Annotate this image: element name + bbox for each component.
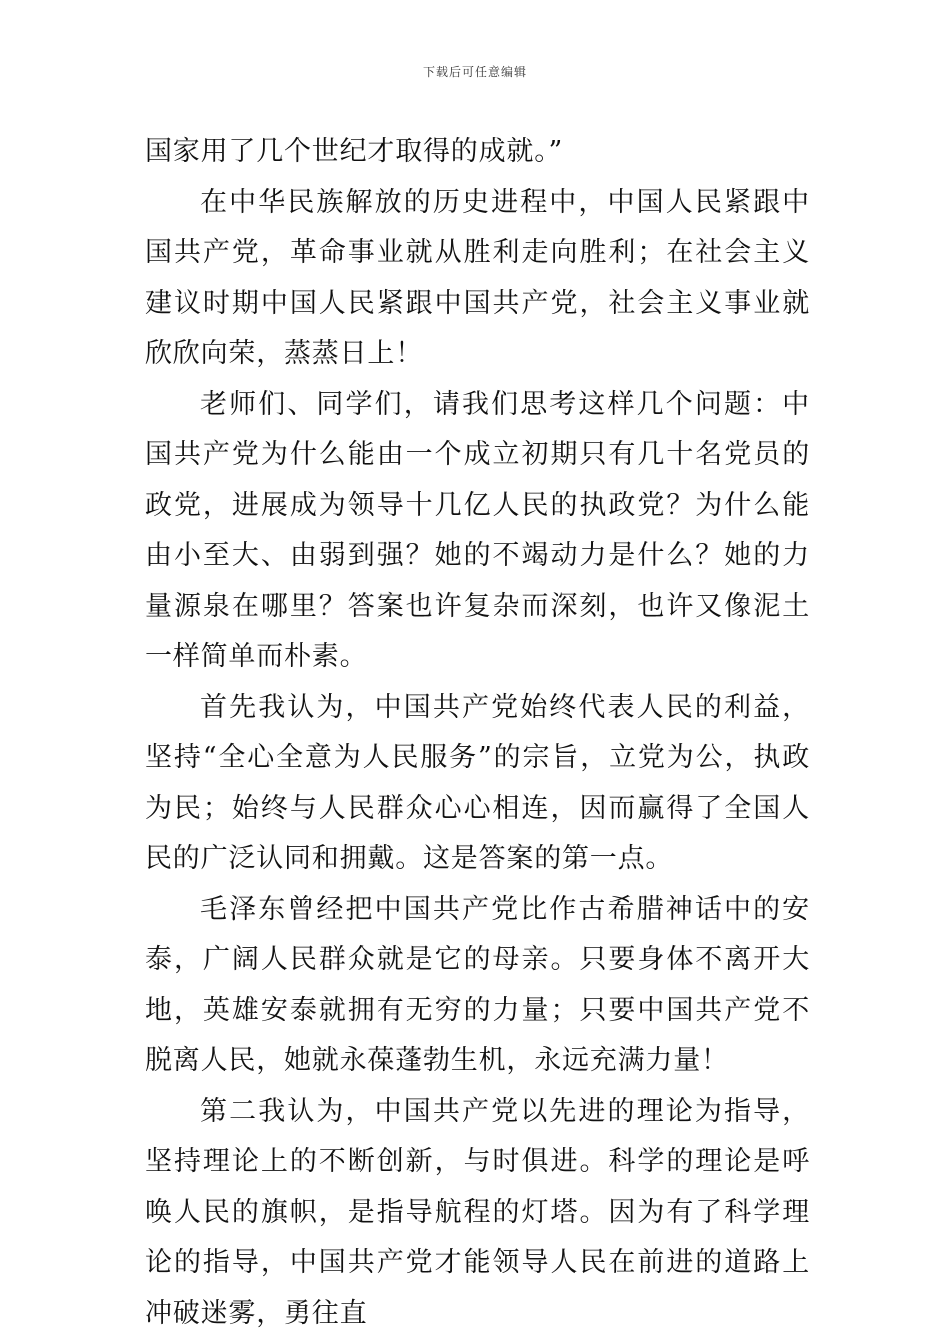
paragraph: 国家用了几个世纪才取得的成就。” (145, 136, 564, 167)
paragraph: 首先我认为，中国共产党始终代表人民的利益，坚持“全心全意为人民服务”的宗旨，立党为公，执政为民；始终与人民群众心心相连，因而赢得了全国人民的广泛认同和拥戴。这是答案的第一点。 (145, 691, 810, 874)
page-header: 下载后可任意编辑 (422, 65, 527, 79)
paragraph: 第二我认为，中国共产党以先进的理论为指导，坚持理论上的不断创新，与时俱进。科学的理论是呼唤人民的旗帜，是指导航程的灯塔。因为有了科学理论的指导，中国共产党才能领导人民在前进的道路上冲破迷雾，勇往直 (145, 1095, 810, 1329)
paragraph: 在中华民族解放的历史进程中，中国人民紧跟中国共产党，革命事业就从胜利走向胜利；在社会主义建议时期中国人民紧跟中国共产党，社会主义事业就欣欣向荣，蒸蒸日上！ (145, 186, 810, 369)
body-text (145, 127, 810, 1339)
paragraph: 毛泽东曾经把中国共产党比作古希腊神话中的安泰，广阔人民群众就是它的母亲。只要身体不离开大地，英雄安泰就拥有无穷的力量；只要中国共产党不脱离人民，她就永葆蓬勃生机，永远充满力量！ (145, 893, 810, 1076)
paragraph: 老师们、同学们，请我们思考这样几个问题：中国共产党为什么能由一个成立初期只有几十名党员的政党，进展成为领导十几亿人民的执政党？为什么能由小至大、由弱到强？她的不竭动力是什么？她的力量源泉在哪里？答案也许复杂而深刻，也许又像泥土一样简单而朴素。 (145, 388, 810, 672)
